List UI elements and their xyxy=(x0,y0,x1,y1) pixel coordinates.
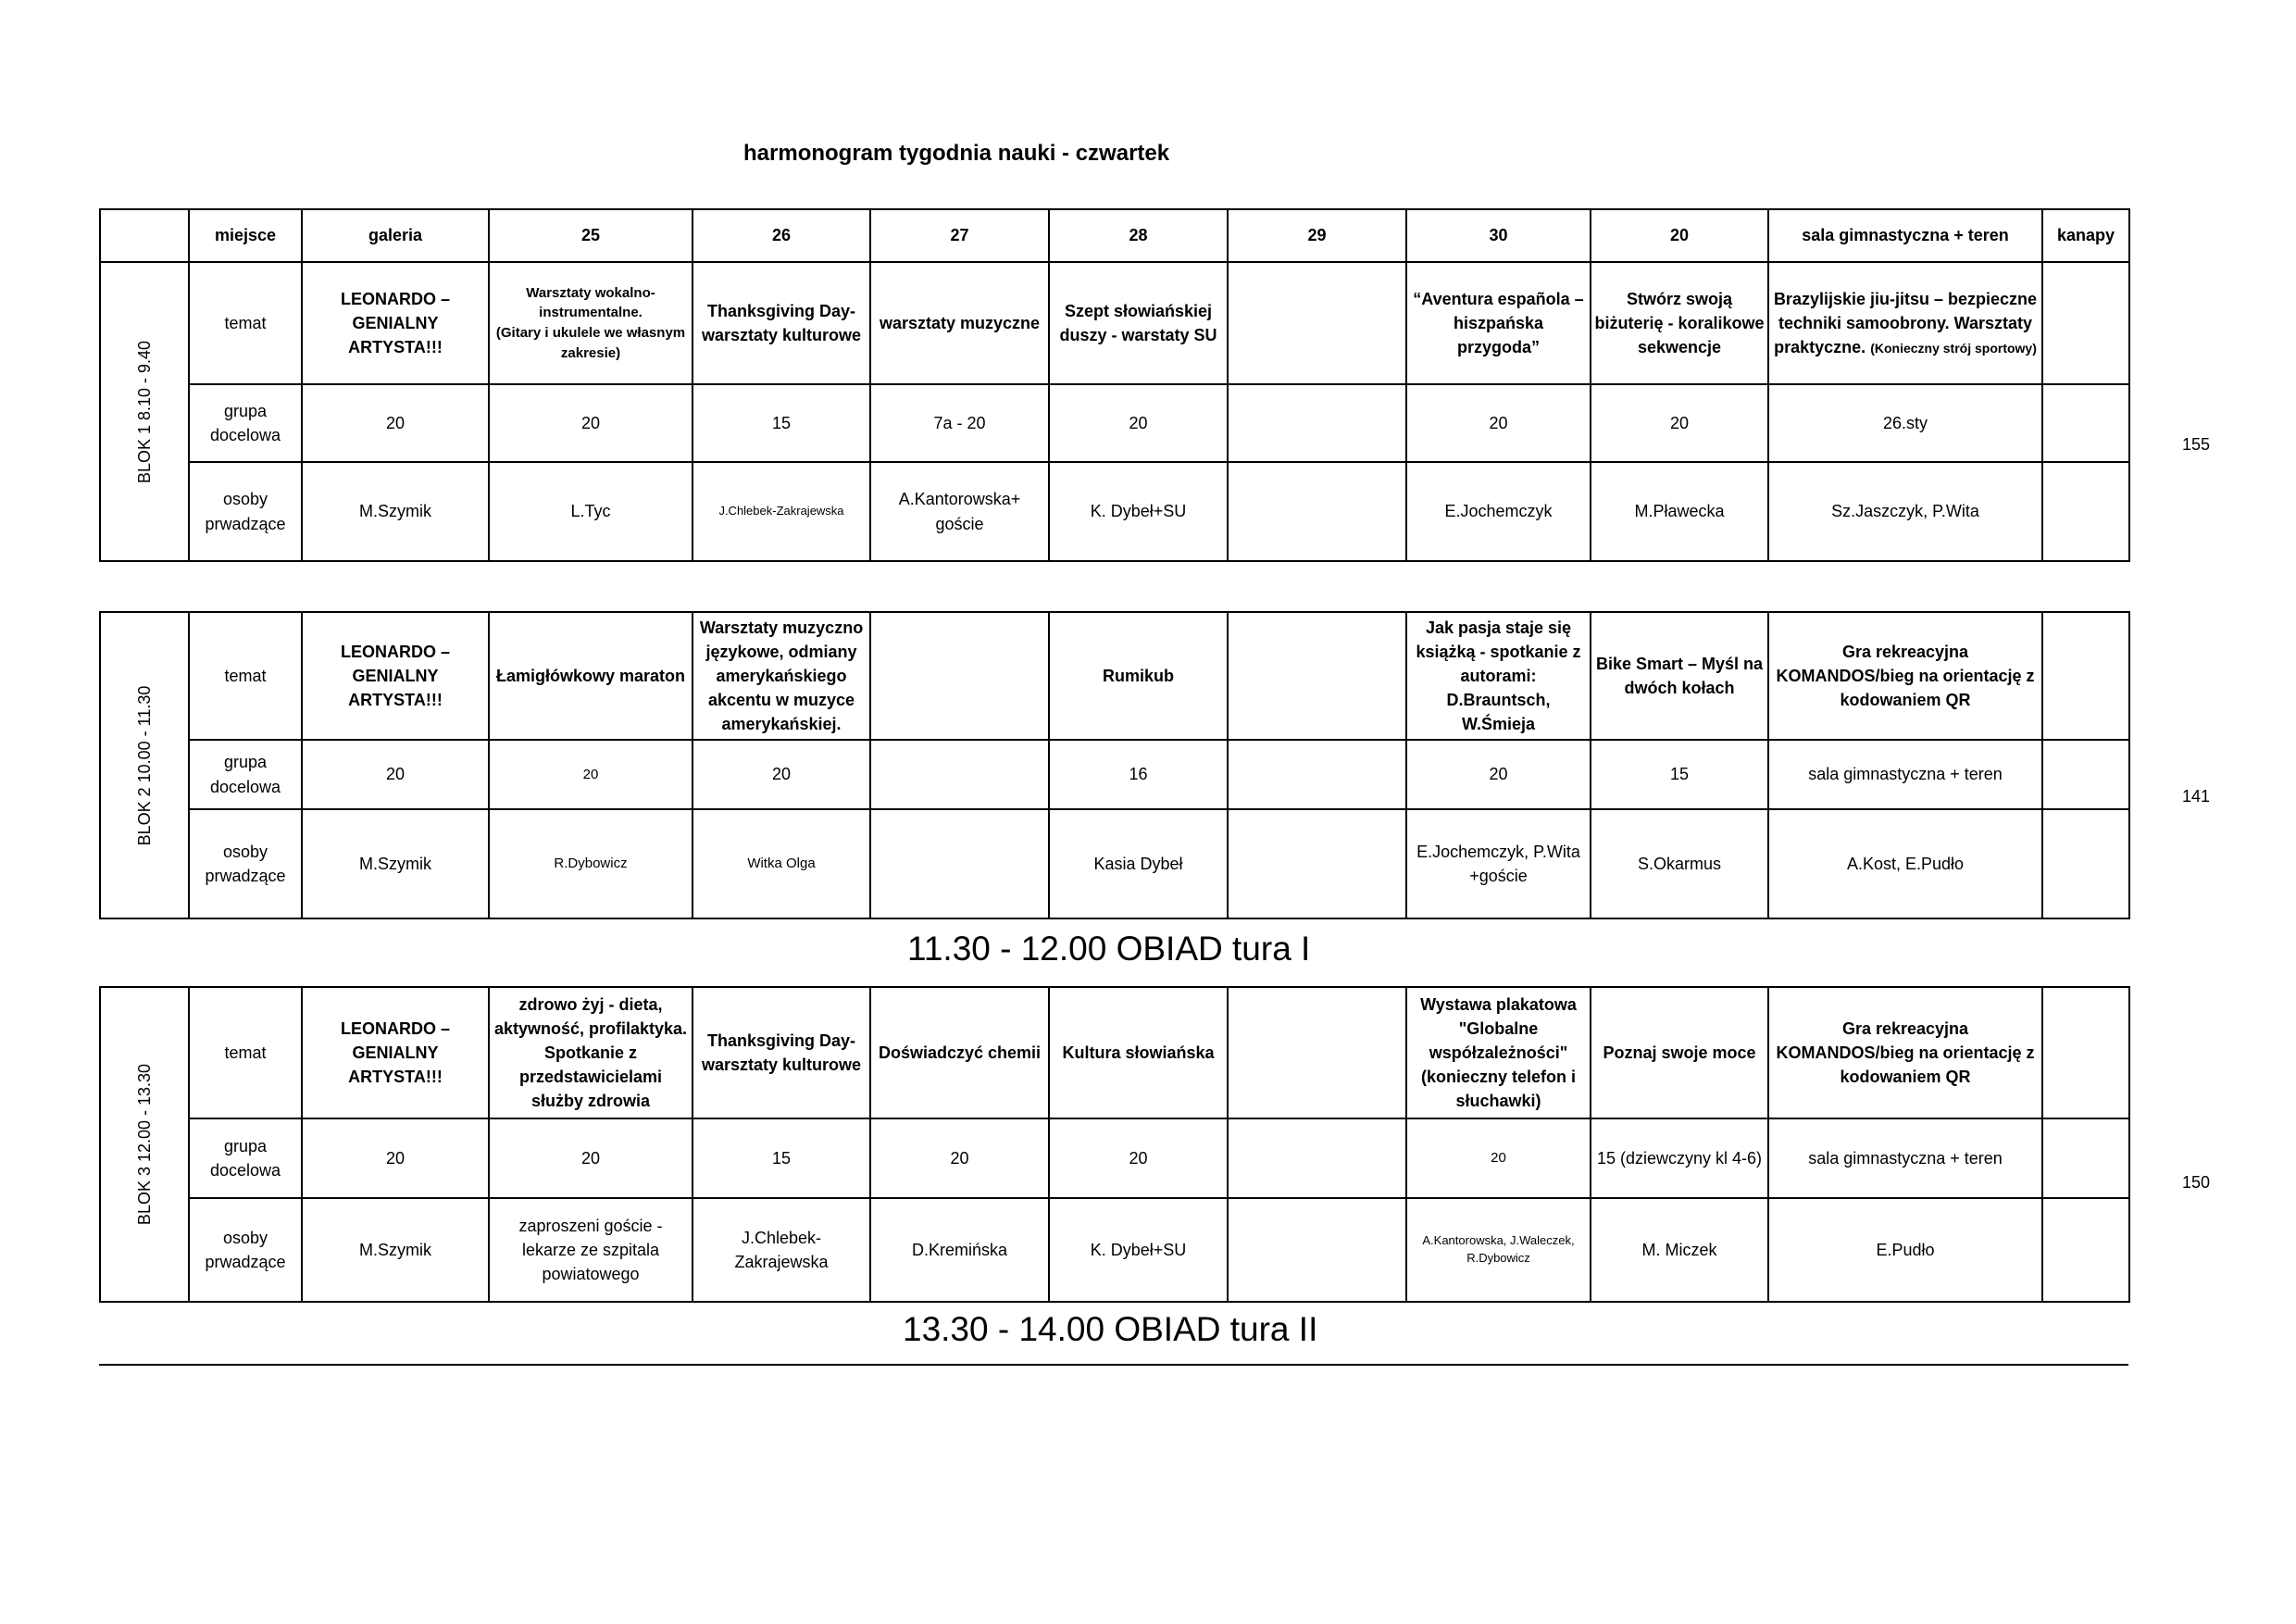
blok-3-osoby-cell: M.Szymik xyxy=(302,1198,489,1302)
blok-3-grupa-cell xyxy=(1228,1118,1406,1198)
blok-3-osoby-cell: M. Miczek xyxy=(1591,1198,1768,1302)
blok-3-grupa-cell: 15 (dziewczyny kl 4-6) xyxy=(1591,1118,1768,1198)
blok-3-temat-cell: Thanksgiving Day- warsztaty kulturowe xyxy=(693,987,870,1118)
blok-1-osoby-cell: L.Tyc xyxy=(489,462,693,561)
blok-2-osoby-cell xyxy=(870,809,1049,918)
temat-note: (Gitary i ukulele we własnym zakresie) xyxy=(495,325,686,361)
blok-2-temat-cell xyxy=(2042,612,2129,740)
blok-1-temat-cell: warsztaty muzyczne xyxy=(870,262,1049,384)
blok-2-osoby-row xyxy=(100,809,2129,918)
document-title: harmonogram tygodnia nauki - czwartek xyxy=(743,141,1170,166)
header-galeria: galeria xyxy=(302,209,489,262)
blok-3-temat-cell: Kultura słowiańska xyxy=(1049,987,1228,1118)
blok-1-osoby-cell xyxy=(1228,462,1406,561)
header-room-27: 27 xyxy=(870,209,1049,262)
blok-1-temat-cell xyxy=(1228,262,1406,384)
blok-2-temat-cell: Bike Smart – Myśl na dwóch kołach xyxy=(1591,612,1768,740)
blok-3-grupa-row xyxy=(100,1118,2129,1198)
temat-note: (Konieczny strój sportowy) xyxy=(1870,341,2037,356)
blok-2-temat-cell: Łamigłówkowy maraton xyxy=(489,612,693,740)
blok-2-osoby-cell: M.Szymik xyxy=(302,809,489,918)
blok-1-osoby-cell: M.Szymik xyxy=(302,462,489,561)
blok-1-temat-row xyxy=(100,262,2129,384)
header-room-29: 29 xyxy=(1228,209,1406,262)
blok-1-temat-cell xyxy=(489,262,693,384)
blok-3-grupa-cell: 20 xyxy=(489,1118,693,1198)
blok-3-osoby-cell: K. Dybeł+SU xyxy=(1049,1198,1228,1302)
blok-2-grupa-cell: 20 xyxy=(1406,740,1591,809)
schedule-table-blok-2 xyxy=(99,611,2130,919)
blok-3-grupa-cell: 20 xyxy=(302,1118,489,1198)
schedule-table-blok-1 xyxy=(99,208,2130,562)
blok-1-temat-cell: Thanksgiving Day- warsztaty kulturowe xyxy=(693,262,870,384)
blok-1-osoby-cell: Sz.Jaszczyk, P.Wita xyxy=(1768,462,2042,561)
schedule-table-blok-3 xyxy=(99,986,2130,1303)
blok-2-grupa-cell xyxy=(1228,740,1406,809)
blok-3-osoby-cell xyxy=(1228,1198,1406,1302)
blok-3-grupa-cell: 15 xyxy=(693,1118,870,1198)
blok-2-label xyxy=(100,612,189,918)
blok-1-osoby-cell xyxy=(2042,462,2129,561)
blok-3-grupa-cell xyxy=(2042,1118,2129,1198)
blok-2-temat-cell: LEONARDO – GENIALNY ARTYSTA!!! xyxy=(302,612,489,740)
lunch-break-2: 13.30 - 14.00 OBIAD tura II xyxy=(903,1310,1318,1348)
row-label-grupa: grupa docelowa xyxy=(189,1118,302,1198)
blok-1-osoby-row xyxy=(100,462,2129,561)
blok-2-osoby-cell xyxy=(1228,809,1406,918)
blok-1-total: 155 xyxy=(2182,435,2211,454)
blok-2-grupa-cell xyxy=(870,740,1049,809)
blok-2-grupa-cell: sala gimnastyczna + teren xyxy=(1768,740,2042,809)
blok-3-temat-cell: zdrowo żyj - dieta, aktywność, profilaktyka. Spotkanie z przedstawicielami służby zdrowia xyxy=(489,987,693,1118)
blok-1-grupa-cell: 20 xyxy=(302,384,489,462)
blok-2-temat-cell: Gra rekreacyjna KOMANDOS/bieg na orientację z kodowaniem QR xyxy=(1768,612,2042,740)
blok-1-temat-cell: LEONARDO – GENIALNY ARTYSTA!!! xyxy=(302,262,489,384)
blok-3-total: 150 xyxy=(2182,1173,2211,1192)
blok-1-grupa-cell: 7a - 20 xyxy=(870,384,1049,462)
blok-3-temat-cell: LEONARDO – GENIALNY ARTYSTA!!! xyxy=(302,987,489,1118)
header-row xyxy=(100,209,2129,262)
blok-1-label-text: BLOK 1 8.10 - 9.40 xyxy=(134,340,154,483)
blok-3-grupa-cell: 20 xyxy=(1406,1118,1591,1198)
blok-2-grupa-cell xyxy=(2042,740,2129,809)
blok-1-label xyxy=(100,262,189,561)
header-room-25: 25 xyxy=(489,209,693,262)
header-sala-gimnastyczna: sala gimnastyczna + teren xyxy=(1768,209,2042,262)
blok-1-grupa-cell: 20 xyxy=(1591,384,1768,462)
blok-2-temat-row xyxy=(100,612,2129,740)
blok-1-osoby-cell: A.Kantorowska+ goście xyxy=(870,462,1049,561)
blok-1-osoby-cell: E.Jochemczyk xyxy=(1406,462,1591,561)
blok-3-temat-cell: Wystawa plakatowa "Globalne współzależności" (konieczny telefon i słuchawki) xyxy=(1406,987,1591,1118)
blok-3-label-text: BLOK 3 12.00 - 13.30 xyxy=(134,1063,154,1226)
blok-3-temat-row xyxy=(100,987,2129,1118)
blok-3-osoby-cell: D.Kremińska xyxy=(870,1198,1049,1302)
blok-1-temat-cell: Szept słowiańskiej duszy - warstaty SU xyxy=(1049,262,1228,384)
row-label-temat: temat xyxy=(189,262,302,384)
blok-3-osoby-cell: J.Chlebek-Zakrajewska xyxy=(693,1198,870,1302)
blok-1-grupa-cell: 15 xyxy=(693,384,870,462)
blok-2-osoby-cell: E.Jochemczyk, P.Wita +goście xyxy=(1406,809,1591,918)
blok-2-temat-cell xyxy=(870,612,1049,740)
row-label-grupa: grupa docelowa xyxy=(189,384,302,462)
blok-2-grupa-cell: 20 xyxy=(302,740,489,809)
blok-3-temat-cell xyxy=(2042,987,2129,1118)
blok-1-grupa-cell xyxy=(2042,384,2129,462)
temat-text: Warsztaty wokalno-instrumentalne. xyxy=(526,284,655,321)
blok-3-temat-cell: Gra rekreacyjna KOMANDOS/bieg na orientację z kodowaniem QR xyxy=(1768,987,2042,1118)
blok-1-grupa-cell: 20 xyxy=(1049,384,1228,462)
blok-3-grupa-cell: sala gimnastyczna + teren xyxy=(1768,1118,2042,1198)
blok-3-temat-cell: Doświadczyć chemii xyxy=(870,987,1049,1118)
blok-2-osoby-cell: A.Kost, E.Pudło xyxy=(1768,809,2042,918)
row-label-temat: temat xyxy=(189,612,302,740)
blok-1-grupa-cell: 26.sty xyxy=(1768,384,2042,462)
blok-2-grupa-cell: 15 xyxy=(1591,740,1768,809)
blok-3-temat-cell: Poznaj swoje moce xyxy=(1591,987,1768,1118)
blok-2-grupa-cell: 20 xyxy=(489,740,693,809)
blok-3-grupa-cell: 20 xyxy=(870,1118,1049,1198)
blok-2-grupa-cell: 16 xyxy=(1049,740,1228,809)
blok-2-osoby-cell xyxy=(2042,809,2129,918)
row-label-temat: temat xyxy=(189,987,302,1118)
header-room-28: 28 xyxy=(1049,209,1228,262)
row-label-grupa: grupa docelowa xyxy=(189,740,302,809)
blok-1-osoby-cell: J.Chlebek-Zakrajewska xyxy=(693,462,870,561)
blok-2-grupa-cell: 20 xyxy=(693,740,870,809)
row-label-osoby: osoby prwadzące xyxy=(189,462,302,561)
row-label-osoby: osoby prwadzące xyxy=(189,1198,302,1302)
blok-2-temat-cell: Jak pasja staje się książką - spotkanie z autorami: D.Brauntsch, W.Śmieja xyxy=(1406,612,1591,740)
blok-1-temat-cell xyxy=(1768,262,2042,384)
blok-2-temat-cell: Warsztaty muzyczno językowe, odmiany amerykańskiego akcentu w muzyce amerykańskiej. xyxy=(693,612,870,740)
blok-2-osoby-cell: R.Dybowicz xyxy=(489,809,693,918)
header-corner xyxy=(100,209,189,262)
blok-2-temat-cell: Rumikub xyxy=(1049,612,1228,740)
bottom-rule xyxy=(99,1364,2128,1366)
header-room-30: 30 xyxy=(1406,209,1591,262)
blok-1-temat-cell: “Aventura española – hiszpańska przygoda” xyxy=(1406,262,1591,384)
blok-2-osoby-cell: S.Okarmus xyxy=(1591,809,1768,918)
blok-2-osoby-cell: Witka Olga xyxy=(693,809,870,918)
blok-1-grupa-cell: 20 xyxy=(489,384,693,462)
header-miejsce: miejsce xyxy=(189,209,302,262)
blok-2-grupa-row xyxy=(100,740,2129,809)
blok-3-label xyxy=(100,987,189,1302)
header-room-26: 26 xyxy=(693,209,870,262)
blok-1-grupa-cell: 20 xyxy=(1406,384,1591,462)
blok-3-osoby-cell: A.Kantorowska, J.Waleczek, R.Dybowicz xyxy=(1406,1198,1591,1302)
temat-text: Brazylijskie jiu-jitsu – bezpieczne techniki samoobrony. Warsztaty praktyczne. xyxy=(1773,289,2038,357)
blok-1-grupa-row xyxy=(100,384,2129,462)
blok-2-label-text: BLOK 2 10.00 - 11.30 xyxy=(134,685,154,845)
blok-3-temat-cell xyxy=(1228,987,1406,1118)
blok-1-osoby-cell: K. Dybeł+SU xyxy=(1049,462,1228,561)
blok-3-osoby-cell xyxy=(2042,1198,2129,1302)
blok-2-osoby-cell: Kasia Dybeł xyxy=(1049,809,1228,918)
header-room-20: 20 xyxy=(1591,209,1768,262)
header-kanapy: kanapy xyxy=(2042,209,2129,262)
blok-3-osoby-cell: E.Pudło xyxy=(1768,1198,2042,1302)
blok-3-osoby-row xyxy=(100,1198,2129,1302)
blok-1-grupa-cell xyxy=(1228,384,1406,462)
blok-2-temat-cell xyxy=(1228,612,1406,740)
blok-3-grupa-cell: 20 xyxy=(1049,1118,1228,1198)
blok-3-osoby-cell: zaproszeni goście - lekarze ze szpitala powiatowego xyxy=(489,1198,693,1302)
blok-1-temat-cell xyxy=(2042,262,2129,384)
blok-1-temat-cell: Stwórz swoją biżuterię - koralikowe sekwencje xyxy=(1591,262,1768,384)
blok-2-total: 141 xyxy=(2182,787,2211,806)
row-label-osoby: osoby prwadzące xyxy=(189,809,302,918)
blok-1-osoby-cell: M.Pławecka xyxy=(1591,462,1768,561)
lunch-break-1: 11.30 - 12.00 OBIAD tura I xyxy=(907,930,1311,968)
